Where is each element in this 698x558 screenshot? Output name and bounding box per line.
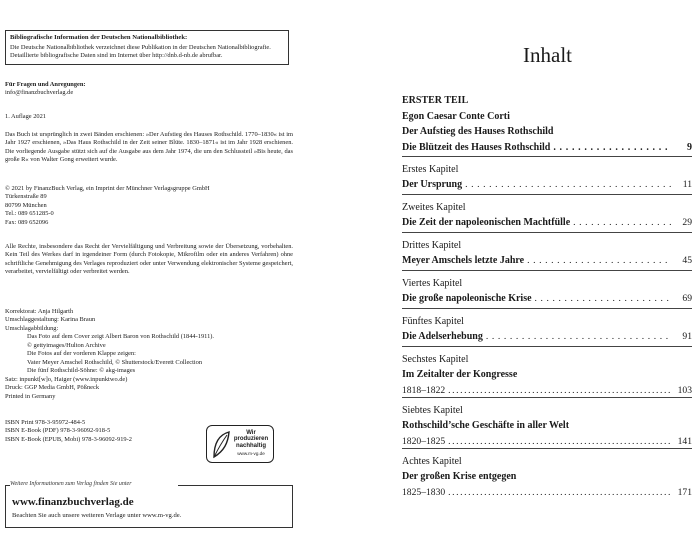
page-title: Inhalt xyxy=(523,43,572,67)
chapter-title: Im Zeitalter der Kongresse xyxy=(402,369,518,381)
badge-url: www.m-vg.de xyxy=(237,451,265,456)
chapter-row xyxy=(402,291,692,306)
chapter-title: Der Ursprung xyxy=(402,179,463,191)
sustainability-badge xyxy=(206,425,274,463)
chapter-entry[interactable] xyxy=(402,454,692,500)
badge-text: Wir produzieren nachhaltig xyxy=(233,430,269,449)
page-number: 103 xyxy=(677,384,692,396)
page-number: 171 xyxy=(677,486,692,498)
contact-email: info@finanzbuchverlag.de xyxy=(5,89,74,97)
chapter-divider xyxy=(402,194,692,195)
chapter-title: Die Adelserhebung xyxy=(402,331,483,343)
chapter-label: Fünftes Kapitel xyxy=(402,316,464,327)
part-entry[interactable] xyxy=(402,140,692,156)
website-box xyxy=(5,481,293,528)
publisher-address xyxy=(5,185,293,227)
website-note: Beachten Sie auch unsere weiteren Verlage unter www.m-vg.de. xyxy=(12,512,182,519)
chapter-label: Sechstes Kapitel xyxy=(402,354,469,365)
chapter-label: Siebtes Kapitel xyxy=(402,405,463,416)
nb-title: Bibliografische Information der Deutschen Nationalbibliothek: xyxy=(10,34,188,41)
contact-heading: Für Fragen und Anregungen: xyxy=(5,81,86,88)
chapter-row xyxy=(402,434,692,449)
cover-image-heading: Umschlagabbildung: xyxy=(5,324,59,332)
isbn-block xyxy=(5,419,293,467)
chapter-entry[interactable] xyxy=(402,314,692,345)
isbn-epub: ISBN E-Book (EPUB, Mobi) 978-3-96092-919-2 xyxy=(5,435,132,443)
chapter-entry[interactable] xyxy=(402,162,692,193)
chapter-row xyxy=(402,329,692,344)
chapter-row xyxy=(402,485,692,500)
page-number: 9 xyxy=(687,141,692,153)
chapter-entry[interactable] xyxy=(402,238,692,269)
contact-block xyxy=(5,81,293,98)
leader-dots xyxy=(553,140,671,156)
chapter-years: 1825–1830 xyxy=(402,486,446,498)
chapter-entry[interactable] xyxy=(402,403,692,449)
chapter-divider xyxy=(402,346,692,347)
website-url[interactable]: www.finanzbuchverlag.de xyxy=(12,496,134,508)
page-number: 69 xyxy=(682,293,692,305)
tel: Tel.: 089 651285-0 xyxy=(5,210,54,218)
printing: Druck: GGP Media GmbH, Pößneck xyxy=(5,384,100,392)
proofreading: Korrektorat: Anja Hilgarth xyxy=(5,308,74,315)
isbn-pdf: ISBN E-Book (PDF) 978-3-96092-918-5 xyxy=(5,427,111,435)
part-title: Der Aufstieg des Hauses Rothschild xyxy=(402,126,554,137)
chapter-entry[interactable] xyxy=(402,200,692,231)
leader-dots xyxy=(448,485,671,500)
page-number: 141 xyxy=(677,435,692,447)
page-number: 45 xyxy=(682,255,692,267)
copyright: © 2021 by FinanzBuch Verlag, ein Imprint der Münchner Verlagsgruppe GmbH xyxy=(5,185,210,192)
leader-dots xyxy=(573,215,671,230)
chapter-label: Drittes Kapitel xyxy=(402,240,462,251)
cover-image-line: © gettyimages/Hulton Archive xyxy=(27,341,106,349)
cover-design: Umschlaggestaltung: Karina Braun xyxy=(5,316,96,324)
leader-dots xyxy=(486,329,671,344)
nb-info-box xyxy=(5,30,289,65)
isbn-list xyxy=(5,419,132,444)
chapter-row xyxy=(402,215,692,230)
chapter-row xyxy=(402,177,692,192)
cover-image-line: Die fünf Rothschild-Söhne: © akg-images xyxy=(27,367,136,375)
chapter-label: Zweites Kapitel xyxy=(402,202,466,213)
chapter-entry[interactable] xyxy=(402,276,692,307)
nb-line: Die Deutsche Nationalbibliothek verzeichnet diese Publikation in der Deutschen Nationalbibliografie. xyxy=(10,43,271,51)
chapter-row xyxy=(402,253,692,268)
rights-text: Alle Rechte, insbesondere das Recht der Vervielfältigung und Verbreitung sowie der Übersetzung, vorbehalten. Kein Teil des Werkes darf in irgendeiner Form (durch Fotokopie, Mikrofilm oder ein anderes Verfahren) ohne schriftliche Genehmigung des Verlages reproduziert oder unter Verwendung elektronischer Systeme gespeichert, verarbeitet, vervielfältigt oder verbreitet werden. xyxy=(5,243,293,276)
leader-dots xyxy=(527,253,671,268)
cover-image-line: Die Fotos auf der vorderen Klappe zeigen: xyxy=(27,350,136,358)
edition: 1. Auflage 2021 xyxy=(5,113,46,120)
chapter-title: Der großen Krise entgegen xyxy=(402,471,517,483)
chapter-divider xyxy=(402,232,692,233)
fax: Fax: 089 652096 xyxy=(5,218,49,226)
leader-dots xyxy=(535,291,671,306)
cover-image-line: Vater Meyer Amschel Rothschild, © Shutterstock/Everett Collection xyxy=(27,358,203,366)
chapter-title: Die große napoleonische Krise xyxy=(402,293,532,305)
chapter-divider xyxy=(402,156,692,157)
leader-dots xyxy=(448,434,671,449)
part-entry-title: Die Blützeit des Hauses Rothschild xyxy=(402,141,551,153)
history-text: Das Buch ist ursprünglich in zwei Bänden erschienen: »Der Aufstieg des Hauses Rothschild. 1770–1830« ist im Jahr 1927 erschienen, »Das Haus Rothschild in der Zeit seiner Blüte. 1830–1871« ist im Jahr 1928 erschienen. Die vorliegende Ausgabe stützt sich auf die Ausgabe aus dem Jahr 1974, die um den Schlussteil »Bis heute, das große R« von Walter Gong erweitert wurde. xyxy=(5,131,293,164)
printed-in: Printed in Germany xyxy=(5,392,56,400)
typesetting: Satz: inpunkt[w]o, Haiger (www.inpunktwo.de) xyxy=(5,375,128,383)
chapter-label: Achtes Kapitel xyxy=(402,456,462,467)
chapter-years: 1820–1825 xyxy=(402,435,446,447)
chapter-label: Erstes Kapitel xyxy=(402,164,459,175)
chapter-divider xyxy=(402,397,692,398)
page-number: 11 xyxy=(682,179,692,191)
page-number: 29 xyxy=(682,217,692,229)
part-label: ERSTER TEIL xyxy=(402,95,469,106)
page-number: 91 xyxy=(682,331,692,343)
chapter-title: Die Zeit der napoleonischen Machtfülle xyxy=(402,217,571,229)
imprint-page xyxy=(0,0,300,558)
isbn-print: ISBN Print 978-3-95972-484-5 xyxy=(5,419,86,426)
chapter-row xyxy=(402,383,692,398)
nb-line: Detaillierte bibliografische Daten sind im Internet über http://dnb.d-nb.de abrufbar. xyxy=(10,52,223,60)
chapter-title: Meyer Amschels letzte Jahre xyxy=(402,255,525,267)
website-caption: Weitere Informationen zum Verlag finden Sie unter xyxy=(10,481,135,489)
cover-image-line: Das Foto auf dem Cover zeigt Albert Baron von Rothschild (1844-1911). xyxy=(27,333,215,341)
leader-dots xyxy=(448,383,671,398)
contents-page xyxy=(395,0,698,558)
part-one xyxy=(402,93,692,155)
chapter-entry[interactable] xyxy=(402,352,692,398)
credits-block xyxy=(5,308,293,401)
chapter-divider xyxy=(402,270,692,271)
chapter-divider xyxy=(402,448,692,449)
part-author: Egon Caesar Conte Corti xyxy=(402,110,510,122)
chapter-label: Viertes Kapitel xyxy=(402,278,463,289)
leader-dots xyxy=(465,177,671,192)
city: 80799 München xyxy=(5,201,47,209)
chapter-years: 1818–1822 xyxy=(402,384,446,396)
street: Türkenstraße 89 xyxy=(5,193,47,201)
chapter-divider xyxy=(402,308,692,309)
chapter-title: Rothschild’sche Geschäfte in aller Welt xyxy=(402,420,570,432)
